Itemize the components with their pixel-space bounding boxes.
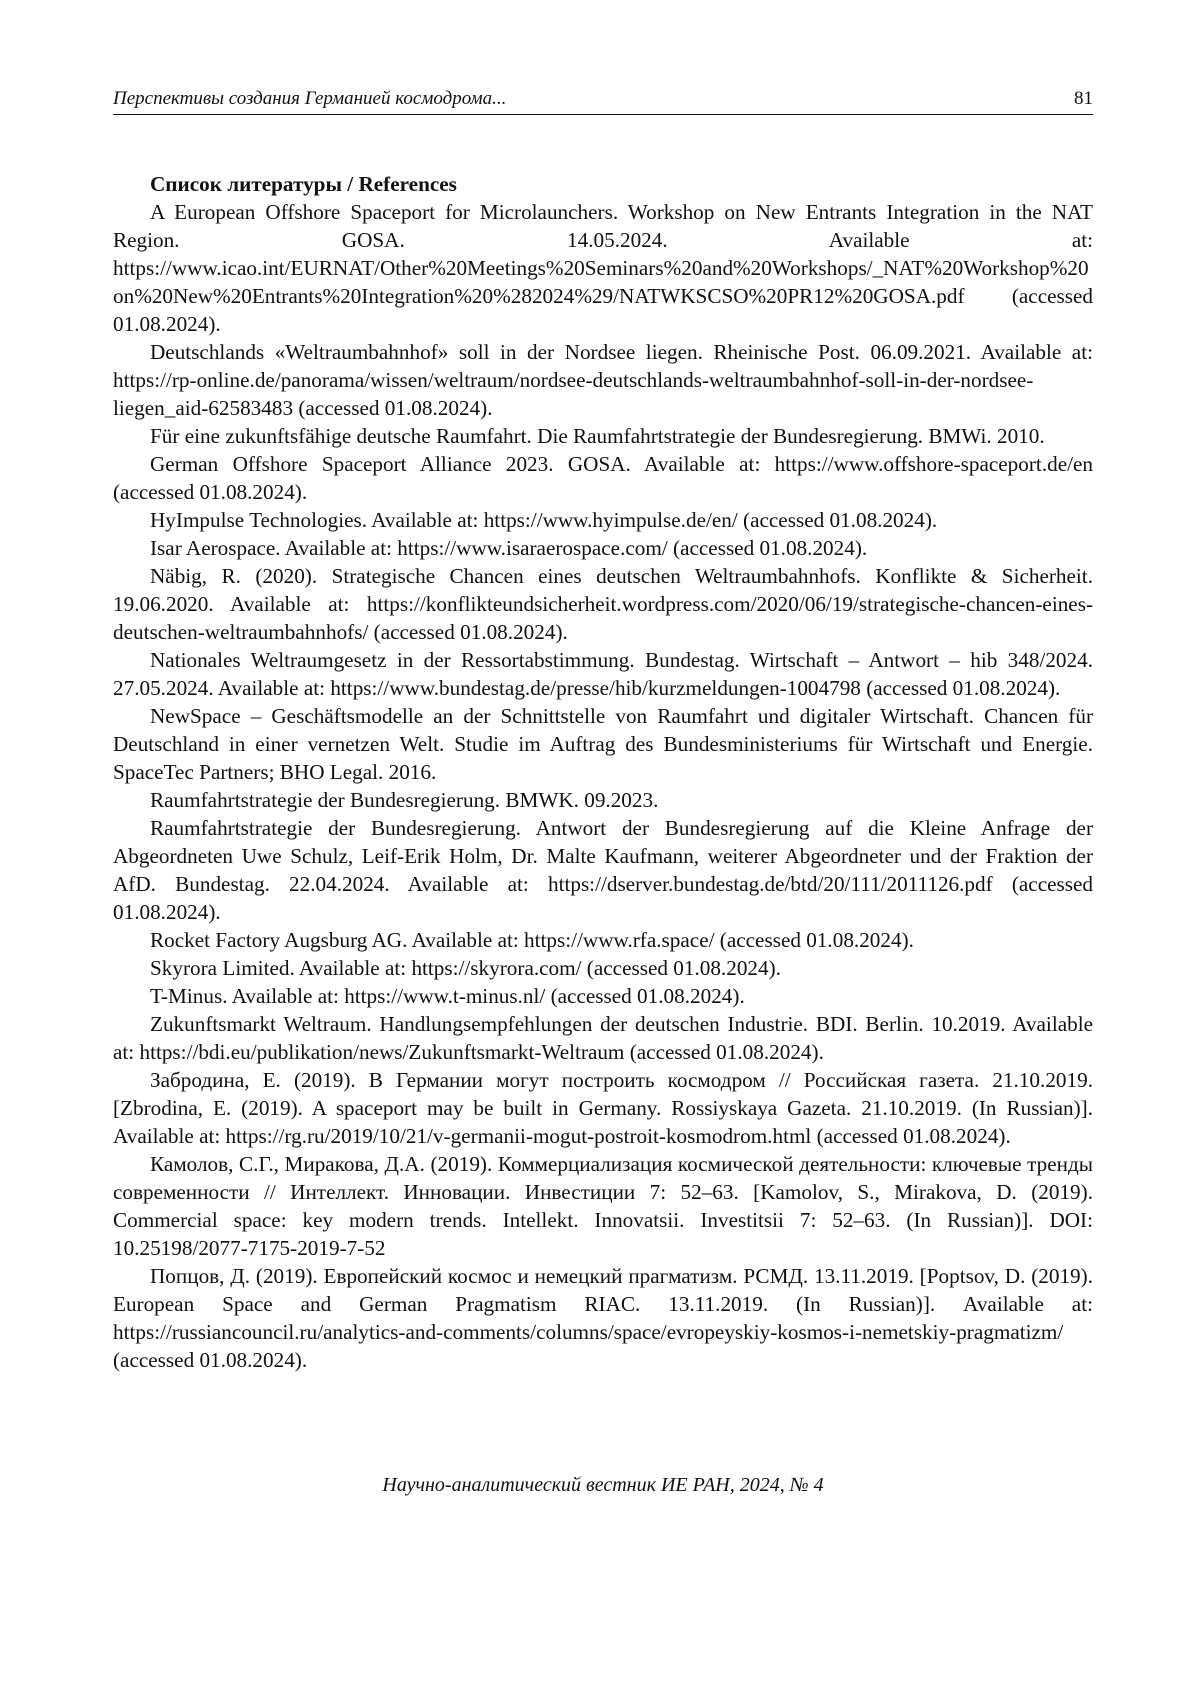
reference-item: Nationales Weltraumgesetz in der Ressortabstimmung. Bundestag. Wirtschaft – Antwort – hib 348/2024. 27.05.2024. Available at: https://www.bundestag.de/presse/hib/kurzmeldungen-1004798 (accessed 01.08.2024). <box>113 648 1093 700</box>
reference-item: Raumfahrtstrategie der Bundesregierung. Antwort der Bundesregierung auf die Kleine Anfrage der Abgeordneten Uwe Schulz, Leif-Erik Holm, Dr. Malte Kaufmann, weiterer Abgeordneter und der Fraktion der AfD. Bundestag. 22.04.2024. Available at: https://dserver.bundestag.de/btd/20/111/2011126.pdf (accessed 01.08.2024). <box>113 816 1093 924</box>
section-title: Список литературы / References <box>150 172 457 196</box>
reference-list <box>113 198 1093 1374</box>
reference-item: Näbig, R. (2020). Strategische Chancen eines deutschen Weltraumbahnhofs. Konflikte & Sicherheit. 19.06.2020. Available at: https://konflikteundsicherheit.wordpress.com/2020/06/19/strategische-chancen-eines-deutschen-weltraumbahnhofs/ (accessed 01.08.2024). <box>113 564 1093 644</box>
reference-item: Zukunftsmarkt Weltraum. Handlungsempfehlungen der deutschen Industrie. BDI. Berlin. 10.2019. Available at: https://bdi.eu/publikation/news/Zukunftsmarkt-Weltraum (accessed 01.08.2024). <box>113 1012 1093 1064</box>
reference-item: Забродина, Е. (2019). В Германии могут построить космодром // Российская газета. 21.10.2019. [Zbrodina, E. (2019). A spaceport may be built in Germany. Rossiyskaya Gazeta. 21.10.2019. (In Russian)]. Available at: https://rg.ru/2019/10/21/v-germanii-mogut-postroit-kosmodrom.html (accessed 01.08.2024). <box>113 1068 1093 1148</box>
reference-item: Deutschlands «Weltraumbahnhof» soll in der Nordsee liegen. Rheinische Post. 06.09.2021. Available at: https://rp-online.de/panorama/wissen/weltraum/nordsee-deutschlands-weltraumbahnhof-soll-in-der-nordsee-liegen_aid-62583483 (accessed 01.08.2024). <box>113 340 1093 420</box>
reference-item: German Offshore Spaceport Alliance 2023. GOSA. Available at: https://www.offshore-spaceport.de/en (accessed 01.08.2024). <box>113 452 1093 504</box>
reference-item: Камолов, С.Г., Миракова, Д.А. (2019). Коммерциализация космической деятельности: ключевые тренды современности // Интеллект. Инновации. Инвестиции 7: 52–63. [Kamolov, S., Mirakova, D. (2019). Commercial space: key modern trends. Intellekt. Innovatsii. Investitsii 7: 52–63. (In Russian)]. DOI: 10.25198/2077-7175-2019-7-52 <box>113 1152 1093 1260</box>
reference-item: Попцов, Д. (2019). Европейский космос и немецкий прагматизм. РСМД. 13.11.2019. [Poptsov, D. (2019). European Space and German Pragmatism RIAC. 13.11.2019. (In Russian)]. Available at: https://russiancouncil.ru/analytics-and-comments/columns/space/evropeyskiy-kosmos-i-nemetskiy-pragmatizm/ (accessed 01.08.2024). <box>113 1264 1093 1372</box>
reference-item: T-Minus. Available at: https://www.t-minus.nl/ (accessed 01.08.2024). <box>150 984 745 1008</box>
reference-item: Für eine zukunftsfähige deutsche Raumfahrt. Die Raumfahrtstrategie der Bundesregierung. BMWi. 2010. <box>150 424 1045 448</box>
reference-item: HyImpulse Technologies. Available at: https://www.hyimpulse.de/en/ (accessed 01.08.2024). <box>150 508 938 532</box>
reference-item: NewSpace – Geschäftsmodelle an der Schnittstelle von Raumfahrt und digitaler Wirtschaft. Chancen für Deutschland in einer vernetzen Welt. Studie im Auftrag des Bundesministeriums für Wirtschaft und Energie. SpaceTec Partners; BHO Legal. 2016. <box>113 704 1093 784</box>
reference-item: A European Offshore Spaceport for Microlaunchers. Workshop on New Entrants Integration in the NAT Region. GOSA. 14.05.2024. Available at: https://www.icao.int/EURNAT/Other%20Meetings%20Seminars%20and%20Workshops/_NAT%20Workshop%20on%20New%20Entrants%20Integration%20%282024%29/NATWKSCSO%20PR12%20GOSA.pdf (accessed 01.08.2024). <box>113 200 1093 336</box>
journal-footer: Научно-аналитический вестник ИЕ РАН, 2024, № 4 <box>382 1474 824 1496</box>
references-section <box>113 170 1093 1374</box>
reference-item: Skyrora Limited. Available at: https://skyrora.com/ (accessed 01.08.2024). <box>150 956 781 980</box>
reference-item: Raumfahrtstrategie der Bundesregierung. BMWK. 09.2023. <box>150 788 659 812</box>
reference-item: Rocket Factory Augsburg AG. Available at: https://www.rfa.space/ (accessed 01.08.2024). <box>150 928 914 952</box>
page-number: 81 <box>1074 88 1093 109</box>
running-title: Перспективы создания Германией космодрома... <box>113 88 507 109</box>
running-header <box>113 84 1093 115</box>
reference-item: Isar Aerospace. Available at: https://www.isaraerospace.com/ (accessed 01.08.2024). <box>150 536 868 560</box>
